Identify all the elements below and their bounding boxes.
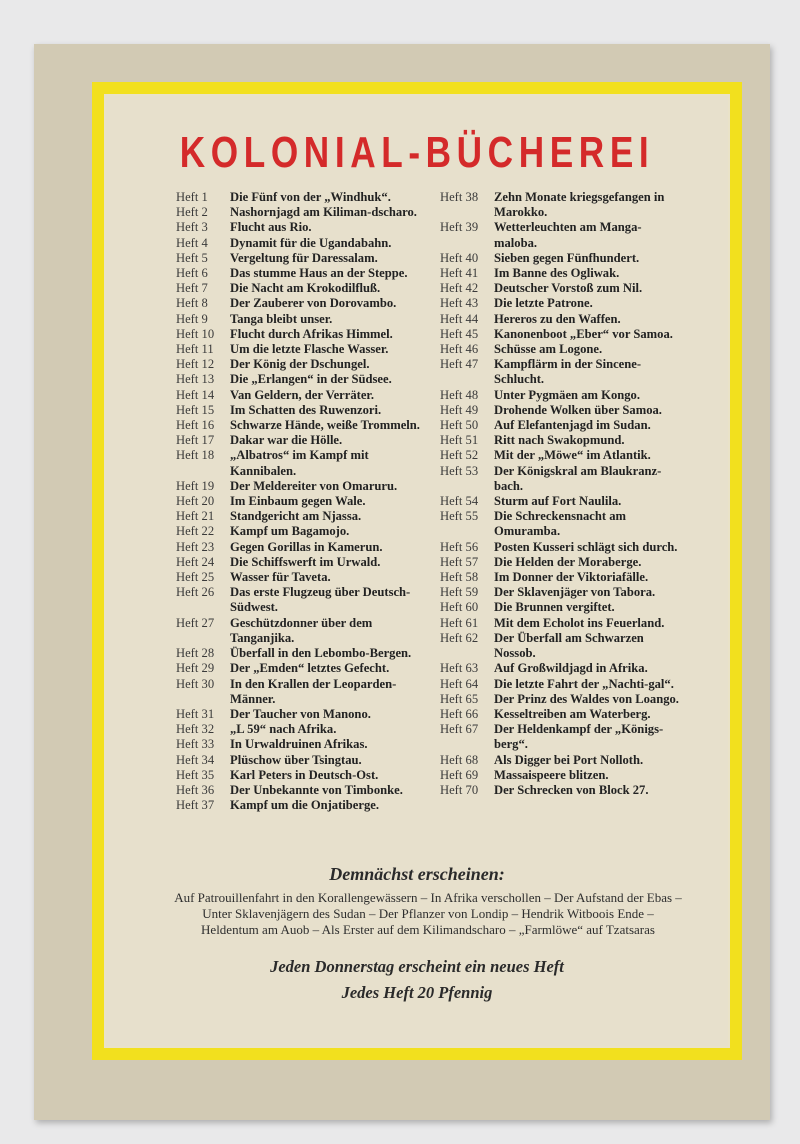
issue-number: Heft 35 [176,767,215,782]
book-list-item [440,509,684,539]
issue-number: Heft 14 [176,387,215,402]
issue-number: Heft 40 [440,250,479,265]
book-list-item [176,661,420,676]
issue-number: Heft 53 [440,463,479,478]
issue-number: Heft 29 [176,661,215,676]
book-list-item [176,540,420,555]
book-list-item [176,509,420,524]
issue-title: In den Krallen der Leoparden-Männer. [230,676,397,706]
issue-title: Der Königskral am Blaukranz-bach. [494,463,662,493]
book-list-item [176,251,420,266]
issue-number: Heft 39 [440,220,479,235]
issue-number: Heft 27 [176,615,215,630]
book-list-item [176,372,420,387]
issue-number: Heft 43 [440,296,479,311]
issue-title: Der „Emden“ letztes Gefecht. [230,661,390,676]
book-list-item [176,737,420,752]
issue-number: Heft 70 [440,782,479,797]
book-list-item [440,677,684,692]
issue-title: Um die letzte Flasche Wasser. [230,342,389,357]
book-list-item [440,357,684,387]
issue-title: Gegen Gorillas in Kamerun. [230,539,383,554]
book-list-item [440,722,684,752]
book-list-item [440,342,684,357]
book-list-item [440,768,684,783]
book-list-item [176,677,420,707]
book-list-item [440,707,684,722]
book-list-item [440,570,684,585]
issue-title: Kanonenboot „Eber“ vor Samoa. [494,326,673,341]
issue-number: Heft 34 [176,752,215,767]
issue-number: Heft 68 [440,752,479,767]
book-list-item [440,783,684,798]
issue-title: Der Meldereiter von Omaruru. [230,478,398,493]
issue-title: In Urwaldruinen Afrikas. [230,737,368,752]
issue-number: Heft 63 [440,661,479,676]
issue-number: Heft 36 [176,782,215,797]
book-list-item [176,327,420,342]
book-list-item [176,585,420,615]
book-list-item [440,616,684,631]
book-list-item [176,479,420,494]
book-list-item [440,418,684,433]
issue-number: Heft 11 [176,342,214,357]
book-list-item [176,312,420,327]
issue-number: Heft 56 [440,539,479,554]
issue-number: Heft 51 [440,433,479,448]
issue-number: Heft 45 [440,326,479,341]
book-list-item [440,388,684,403]
issue-title: Massaispeere blitzen. [494,767,609,782]
book-list-item [176,388,420,403]
issue-number: Heft 33 [176,737,215,752]
issue-title: Flucht durch Afrikas Himmel. [230,326,393,341]
issue-title: Die Fünf von der „Windhuk“. [230,190,391,204]
issue-title: Die Brunnen vergiftet. [494,600,615,615]
book-list-item [440,753,684,768]
issue-title: Standgericht am Njassa. [230,509,362,524]
issue-number: Heft 16 [176,418,215,433]
book-list-item [176,266,420,281]
issue-number: Heft 44 [440,311,479,326]
issue-title: Mit dem Echolot ins Feuerland. [494,615,665,630]
issue-title: Überfall in den Lebombo-Bergen. [230,646,412,661]
issue-title: Die letzte Patrone. [494,296,593,311]
issue-title: „Albatros“ im Kampf mit Kannibalen. [230,448,369,478]
issue-title: Tanga bleibt unser. [230,311,333,326]
issue-title: Geschützdonner über dem Tanganjika. [230,615,373,645]
issue-number: Heft 30 [176,676,215,691]
issue-title: Dynamit für die Ugandabahn. [230,235,392,250]
book-list-item [440,296,684,311]
issue-title: Die letzte Fahrt der „Nachti-gal“. [494,676,674,691]
issue-number: Heft 69 [440,767,479,782]
issue-number: Heft 46 [440,342,479,357]
book-list-right-column [440,190,684,798]
book-list-item [440,494,684,509]
issue-title: Sturm auf Fort Naulila. [494,494,622,509]
issue-number: Heft 10 [176,326,215,341]
issue-number: Heft 66 [440,706,479,721]
book-list-item [440,312,684,327]
issue-number: Heft 32 [176,722,215,737]
book-list-item [440,433,684,448]
book-list-item [176,570,420,585]
issue-title: Die Nacht am Krokodilfluß. [230,281,381,296]
weekly-release-notice: Jeden Donnerstag erscheint ein neues Heft [270,957,564,976]
price-notice: Jedes Heft 20 Pfennig [341,983,493,1002]
issue-number: Heft 15 [176,402,215,417]
issue-title: Im Donner der Viktoriafälle. [494,570,649,585]
book-list-item [440,661,684,676]
issue-number: Heft 8 [176,296,208,311]
book-list-item [176,524,420,539]
issue-title: Sieben gegen Fünfhundert. [494,250,640,265]
issue-number: Heft 58 [440,570,479,585]
issue-number: Heft 12 [176,357,215,372]
issue-title: Wetterleuchten am Manga-maloba. [494,220,642,250]
book-list-item [440,190,684,220]
book-list-item [176,448,420,478]
book-list-item [440,448,684,463]
book-list-item [440,266,684,281]
issue-number: Heft 23 [176,539,215,554]
issue-title: Kampflärm in der Sincene-Schlucht. [494,357,642,387]
issue-title: Der König der Dschungel. [230,357,370,372]
issue-number: Heft 64 [440,676,479,691]
book-list-item [440,631,684,661]
book-list-item [176,768,420,783]
book-list-item [176,798,420,813]
book-list-item [440,600,684,615]
issue-title: Der Schrecken von Block 27. [494,782,649,797]
issue-number: Heft 9 [176,311,208,326]
upcoming-titles-text: Auf Patrouillenfahrt in den Korallengewässern – In Afrika verschollen – Der Aufstand der Ebas – Unter Sklavenjägern des Sudan – Der Pflanzer von Londip – Hendrik Witboois Ende – Heldentum am Auob – Als Erster auf dem Kilimandscharo – „Farmlöwe“ auf Tzatsaras [174,890,682,937]
issue-number: Heft 57 [440,554,479,569]
issue-title: Die Helden der Moraberge. [494,554,642,569]
issue-title: Schwarze Hände, weiße Trommeln. [230,418,420,433]
book-list-item [176,220,420,235]
book-list-item [176,296,420,311]
book-list-item [176,418,420,433]
issue-number: Heft 5 [176,250,208,265]
book-list-item [440,281,684,296]
issue-number: Heft 21 [176,509,215,524]
issue-number: Heft 61 [440,615,479,630]
book-list-item [440,692,684,707]
issue-title: Wasser für Taveta. [230,570,331,585]
book-list-item [440,251,684,266]
issue-number: Heft 47 [440,357,479,372]
book-list-item [440,403,684,418]
issue-number: Heft 19 [176,478,215,493]
issue-title: Als Digger bei Port Nolloth. [494,752,644,767]
issue-title: Die Schreckensnacht am Omuramba. [494,509,626,539]
series-title: KOLONIAL-BÜCHEREI [179,128,655,177]
issue-title: Kampf um die Onjatiberge. [230,798,380,813]
issue-number: Heft 54 [440,494,479,509]
book-list-item [176,722,420,737]
issue-number: Heft 67 [440,722,479,737]
issue-title: Im Einbaum gegen Wale. [230,494,366,509]
issue-number: Heft 41 [440,266,479,281]
issue-number: Heft 42 [440,281,479,296]
issue-title: Der Unbekannte von Timbonke. [230,782,403,797]
book-list-item [176,753,420,768]
issue-number: Heft 55 [440,509,479,524]
issue-number: Heft 25 [176,570,215,585]
issue-title: Unter Pygmäen am Kongo. [494,387,640,402]
book-list-item [176,205,420,220]
issue-number: Heft 26 [176,585,215,600]
issue-number: Heft 28 [176,646,215,661]
issue-number: Heft 18 [176,448,215,463]
book-list-item [176,190,420,205]
issue-number: Heft 13 [176,372,215,387]
book-list-item [176,783,420,798]
issue-number: Heft 48 [440,387,479,402]
issue-title: Der Prinz des Waldes von Loango. [494,691,679,706]
issue-title: Im Banne des Ogliwak. [494,266,620,281]
issue-title: Der Heldenkampf der „Königs-berg“. [494,722,664,752]
book-list-item [176,357,420,372]
issue-title: Im Schatten des Ruwenzori. [230,402,382,417]
issue-number: Heft 1 [176,190,208,204]
issue-title: Van Geldern, der Verräter. [230,387,375,402]
issue-title: Schüsse am Logone. [494,342,603,357]
issue-title: Der Taucher von Manono. [230,706,371,721]
issue-number: Heft 65 [440,691,479,706]
issue-title: Die „Erlangen“ in der Südsee. [230,372,392,387]
issue-title: Zehn Monate kriegsgefangen in Marokko. [494,190,665,220]
issue-number: Heft 38 [440,190,479,204]
issue-number: Heft 6 [176,266,208,281]
book-list-item [440,540,684,555]
issue-title: Vergeltung für Daressalam. [230,250,378,265]
issue-number: Heft 31 [176,706,215,721]
issue-number: Heft 4 [176,235,208,250]
issue-title: Posten Kusseri schlägt sich durch. [494,539,678,554]
book-list-item [176,236,420,251]
issue-title: Karl Peters in Deutsch-Ost. [230,767,379,782]
issue-title: Kesseltreiben am Waterberg. [494,706,651,721]
book-list-item [440,464,684,494]
issue-number: Heft 60 [440,600,479,615]
book-list-item [440,220,684,250]
book-list-item [176,342,420,357]
issue-title: Flucht aus Rio. [230,220,312,235]
issue-number: Heft 62 [440,630,479,645]
issue-title: Der Sklavenjäger von Tabora. [494,585,656,600]
book-list-item [176,281,420,296]
issue-number: Heft 49 [440,402,479,417]
book-list-item [176,403,420,418]
book-list-item [440,585,684,600]
book-list-item [176,555,420,570]
book-list-item [440,555,684,570]
issue-number: Heft 52 [440,448,479,463]
book-list-item [176,616,420,646]
issue-title: Mit der „Möwe“ im Atlantik. [494,448,651,463]
issue-number: Heft 24 [176,554,215,569]
issue-title: Ritt nach Swakopmund. [494,433,625,448]
upcoming-heading: Demnächst erscheinen: [329,864,505,884]
book-list-item [176,433,420,448]
issue-title: Die Schiffswerft im Urwald. [230,554,381,569]
issue-number: Heft 2 [176,205,208,220]
issue-title: Deutscher Vorstoß zum Nil. [494,281,643,296]
issue-title: Drohende Wolken über Samoa. [494,402,662,417]
issue-number: Heft 59 [440,585,479,600]
issue-title: Plüschow über Tsingtau. [230,752,362,767]
issue-number: Heft 3 [176,220,208,235]
issue-number: Heft 7 [176,281,208,296]
issue-title: „L 59“ nach Afrika. [230,722,337,737]
issue-number: Heft 20 [176,494,215,509]
book-list-item [176,646,420,661]
issue-number: Heft 50 [440,418,479,433]
issue-number: Heft 17 [176,433,215,448]
book-list-item [440,327,684,342]
issue-title: Nashornjagd am Kiliman-dscharo. [230,205,417,220]
issue-title: Auf Elefantenjagd im Sudan. [494,418,651,433]
issue-title: Hereros zu den Waffen. [494,311,621,326]
issue-number: Heft 37 [176,798,215,813]
issue-title: Auf Großwildjagd in Afrika. [494,661,648,676]
book-list-item [176,494,420,509]
issue-title: Das stumme Haus an der Steppe. [230,266,408,281]
issue-title: Dakar war die Hölle. [230,433,343,448]
issue-title: Der Zauberer von Dorovambo. [230,296,397,311]
book-list-item [176,707,420,722]
issue-title: Kampf um Bagamojo. [230,524,350,539]
issue-title: Das erste Flugzeug über Deutsch-Südwest. [230,585,411,615]
issue-number: Heft 22 [176,524,215,539]
issue-title: Der Überfall am Schwarzen Nossob. [494,630,644,661]
book-list-left-column [176,190,420,813]
